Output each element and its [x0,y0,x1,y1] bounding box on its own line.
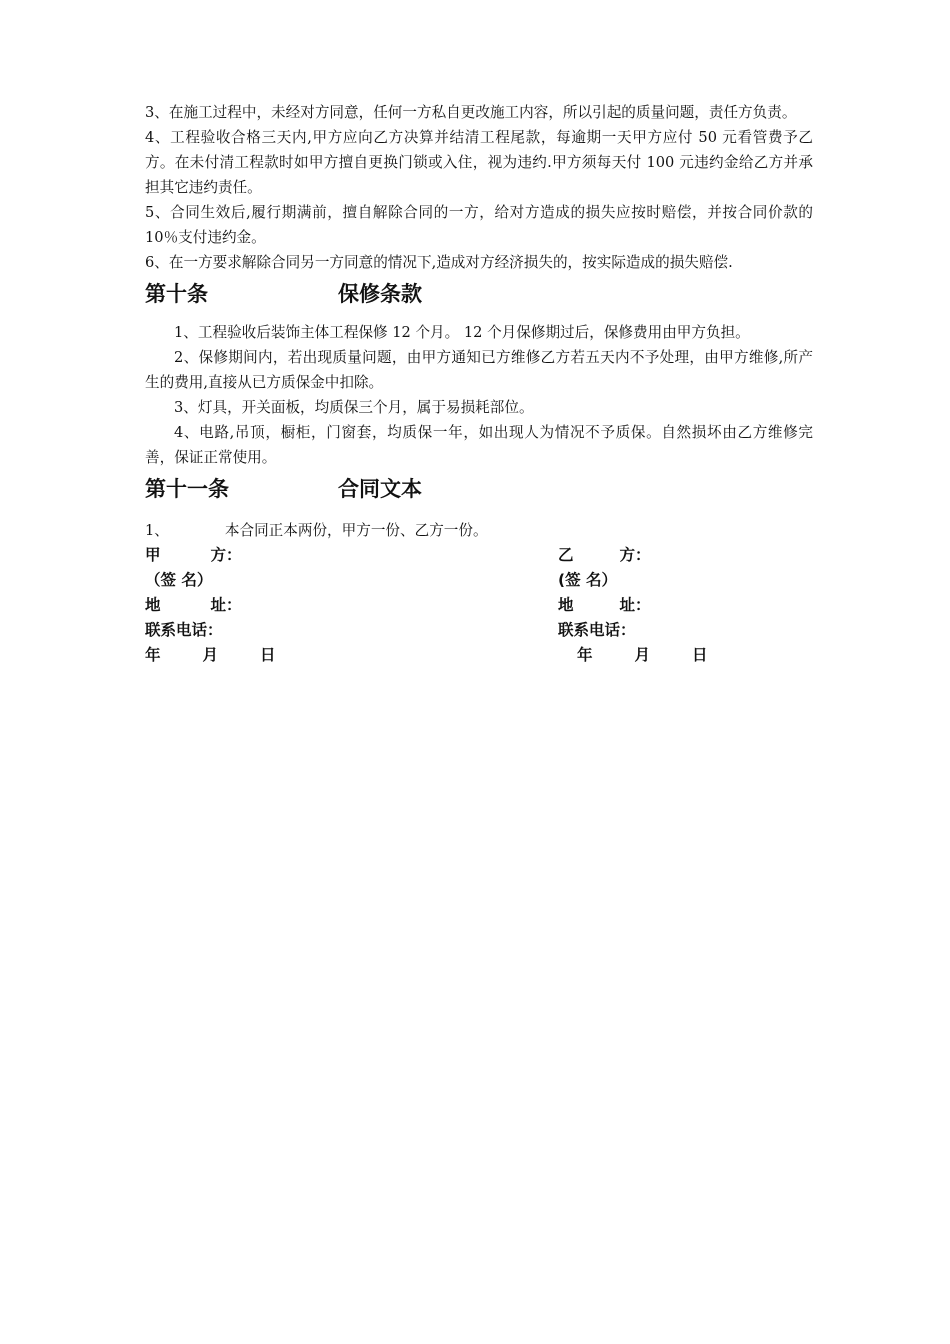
party-a-address-label: 地 址： [145,596,242,614]
section-11-title: 合同文本 [338,477,422,501]
party-b-phone-label: 联系电话： [558,621,636,639]
party-b-label: 乙 方： [558,546,651,564]
signature-block [145,543,813,668]
clause-6: 6、在一方要求解除合同另一方同意的情况下,造成对方经济损失的，按实际造成的损失赔偿. [145,254,733,271]
warranty-item-1: 1、工程验收后装饰主体工程保修 12 个月。 12 个月保修期过后，保修费用由甲方负担。 [174,324,750,341]
section-11-heading [145,474,813,504]
section-10-heading [145,279,813,309]
warranty-item-4: 4、电路,吊顶，橱柜，门窗套，均质保一年，如出现人为情况不予质保。自然损坏由乙方维修完善，保证正常使用。 [145,424,813,466]
party-b-date-label: 年 月 日 [577,646,708,664]
clause-5: 5、合同生效后,履行期满前，擅自解除合同的一方，给对方造成的损失应按时赔偿，并按合同价款的 10％支付违约金。 [145,204,813,246]
contract-copies-number: 1、 [145,522,169,539]
contract-copies-text: 本合同正本两份，甲方一份、乙方一份。 [224,522,488,539]
party-b-signature [558,543,708,668]
party-a-phone-label: 联系电话： [145,621,223,639]
party-a-label: 甲 方： [145,546,242,564]
warranty-item-3: 3、灯具，开关面板，均质保三个月，属于易损耗部位。 [174,399,534,416]
section-10-title: 保修条款 [338,282,422,306]
party-a-date-label: 年 月 日 [145,646,276,664]
contract-copies-line [145,518,813,543]
party-a-sign-label: （签 名） [145,571,213,589]
contract-page [145,100,813,668]
party-a-signature [145,543,276,668]
party-b-sign-label: (签 名） [558,571,617,589]
clause-4: 4、工程验收合格三天内,甲方应向乙方决算并结清工程尾款，每逾期一天甲方应付 50 元看管费予乙方。在未付清工程款时如甲方擅自更换门锁或入住，视为违约.甲方须每天付 100 元违约金给乙方并承担其它违约责任。 [145,129,813,196]
party-b-address-label: 地 址： [558,596,651,614]
clause-3: 3、在施工过程中，未经对方同意，任何一方私自更改施工内容，所以引起的质量问题，责任方负责。 [145,104,797,121]
section-11-number: 第十一条 [145,477,229,501]
warranty-item-2: 2、保修期间内，若出现质量问题，由甲方通知已方维修乙方若五天内不予处理，由甲方维修,所产生的费用,直接从已方质保金中扣除。 [145,349,813,391]
section-10-number: 第十条 [145,282,208,306]
